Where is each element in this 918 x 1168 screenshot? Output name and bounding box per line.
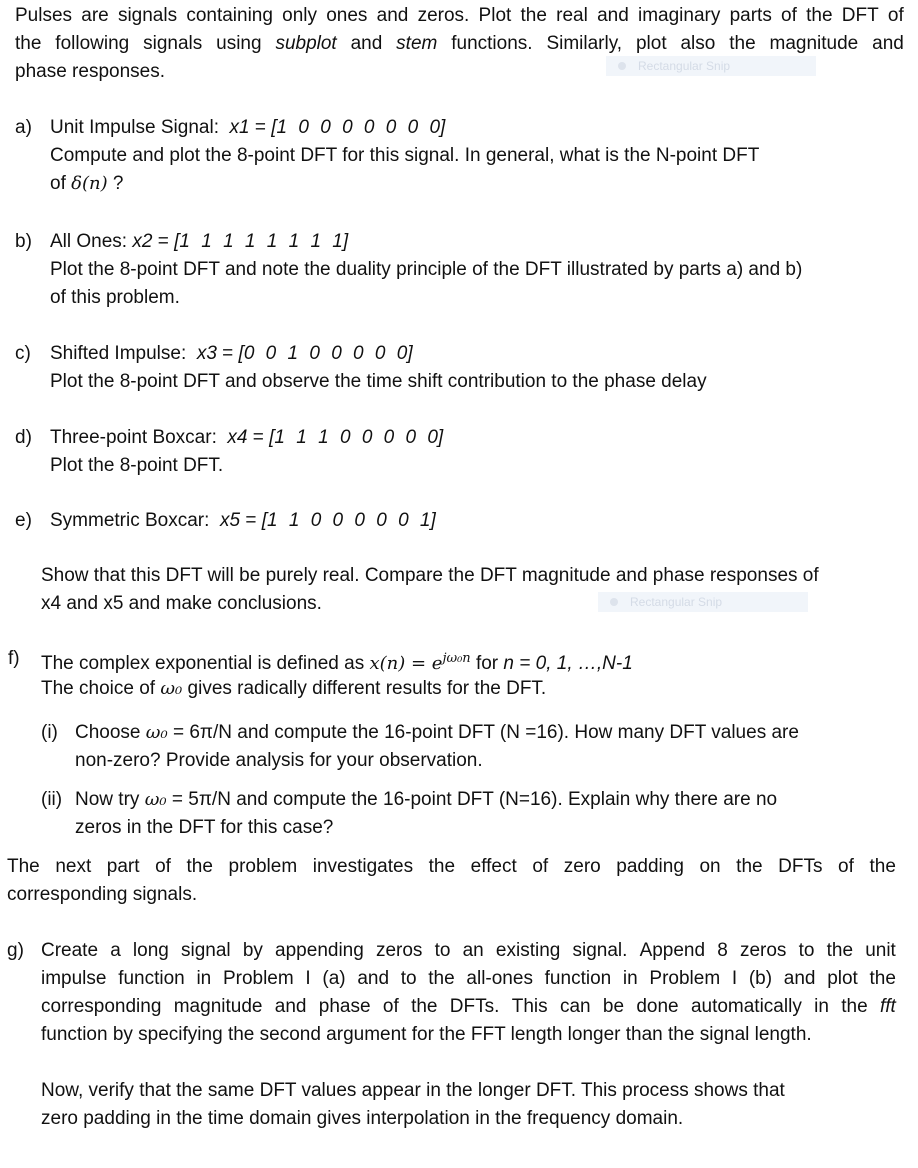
x1-vector: [1 0 0 0 0 0 0 0] (271, 117, 446, 138)
part-f-sub2-line-2: zeros in the DFT for this case? (75, 817, 334, 838)
part-f-sub1-line-1: Choose ω₀ = 6π/N and compute the 16-point DFT (N =16). How many DFT values are (75, 722, 799, 743)
part-e-label: e) (15, 510, 32, 531)
part-d-title: Three-point Boxcar: x4 = [1 1 1 0 0 0 0 0] (50, 427, 444, 448)
zeropad-line-2: corresponding signals. (7, 884, 198, 905)
complex-exponential-math: $x(n) = e^{j\omega_0n}$ (369, 651, 471, 674)
part-e-text-2: x4 and x5 and make conclusions. (41, 593, 322, 614)
part-a-title: Unit Impulse Signal: x1 = [1 0 0 0 0 0 0 0] (50, 117, 446, 138)
intro-line-3: phase responses. (15, 61, 165, 82)
part-e-title: Symmetric Boxcar: x5 = [1 1 0 0 0 0 0 1] (50, 510, 436, 531)
part-b-label: b) (15, 231, 32, 252)
omega-zero-math: ω₀ (160, 678, 183, 699)
part-f-sub2-label: (ii) (41, 789, 63, 810)
x2-vector: [1 1 1 1 1 1 1 1] (174, 231, 349, 252)
part-f-text-2: The choice of ω₀ gives radically different results for the DFT. (41, 678, 547, 699)
part-f-text-1: The complex exponential is defined as $x(n) = e^{j\omega_0n}$ for n = 0, 1, …,N-1 (41, 651, 633, 674)
part-a-text-1: Compute and plot the 8-point DFT for this signal. In general, what is the N-point DFT (50, 145, 760, 166)
part-g-line-4: function by specifying the second argument for the FFT length longer than the signal length. (41, 1024, 812, 1045)
x4-vector: [1 1 1 0 0 0 0 0] (269, 427, 444, 448)
rectangular-snip-watermark-2: Rectangular Snip (598, 592, 808, 612)
part-f-sub1-line-2: non-zero? Provide analysis for your observation. (75, 750, 483, 771)
x3-vector: [0 0 1 0 0 0 0 0] (238, 343, 413, 364)
part-c-label: c) (15, 343, 31, 364)
part-f-label: f) (8, 648, 20, 669)
part-a-label: a) (15, 117, 32, 138)
zeropad-line-1: The next part of the problem investigates the effect of zero padding on the DFTs of the (7, 856, 896, 877)
delta-n-math: δ(n) (71, 173, 108, 194)
rectangular-snip-watermark-1: Rectangular Snip (606, 56, 816, 76)
part-g-line-2: impulse function in Problem I (a) and to the all-ones function in Problem I (b) and plot the (41, 968, 896, 989)
part-d-text-1: Plot the 8-point DFT. (50, 455, 224, 476)
x5-vector: [1 1 0 0 0 0 0 1] (261, 510, 436, 531)
fft-term: fft (879, 996, 896, 1017)
part-g-line-3: corresponding magnitude and phase of the DFTs. This can be done automatically in the fft (41, 993, 896, 1021)
part-b-title: All Ones: x2 = [1 1 1 1 1 1 1 1] (50, 231, 349, 252)
part-b-text-2: of this problem. (50, 287, 180, 308)
part-f-sub2-line-1: Now try ω₀ = 5π/N and compute the 16-point DFT (N=16). Explain why there are no (75, 789, 778, 810)
part-c-text-1: Plot the 8-point DFT and observe the time shift contribution to the phase delay (50, 371, 707, 392)
part-g-para2-line-2: zero padding in the time domain gives interpolation in the frequency domain. (41, 1108, 684, 1129)
stem-term: stem (396, 33, 438, 54)
part-a-text-2: of δ(n) ? (50, 173, 124, 194)
part-g-para2-line-1: Now, verify that the same DFT values appear in the longer DFT. This process shows that (41, 1080, 785, 1101)
part-c-title: Shifted Impulse: x3 = [0 0 1 0 0 0 0 0] (50, 343, 413, 364)
part-g-label: g) (7, 940, 24, 961)
part-b-text-1: Plot the 8-point DFT and note the duality principle of the DFT illustrated by parts a) and b) (50, 259, 803, 280)
part-g-line-1: Create a long signal by appending zeros to an existing signal. Append 8 zeros to the unit (41, 940, 896, 961)
part-d-label: d) (15, 427, 32, 448)
part-e-text-1: Show that this DFT will be purely real. Compare the DFT magnitude and phase responses of (41, 565, 819, 586)
intro-line-1: Pulses are signals containing only ones and zeros. Plot the real and imaginary parts of the DFT of (15, 5, 904, 26)
subplot-term: subplot (275, 33, 337, 54)
intro-line-2: the following signals using subplot and stem functions. Similarly, plot also the magnitude and (15, 30, 904, 58)
part-f-sub1-label: (i) (41, 722, 58, 743)
